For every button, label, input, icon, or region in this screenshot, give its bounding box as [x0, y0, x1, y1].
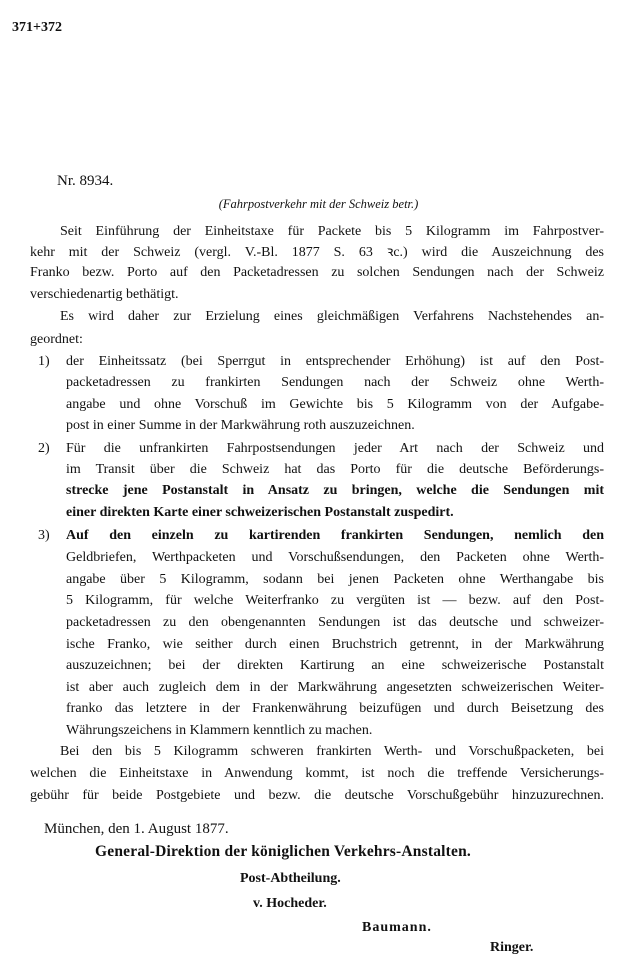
- text-line: franko das letztere in der Frankenwährung beizufügen und durch Beisetzung des: [66, 701, 604, 716]
- item-number: 3): [38, 528, 50, 543]
- text-line: welchen die Einheitstaxe in Anwendung kommt, ist noch die treffende Versicherungs-: [30, 766, 604, 781]
- page-number: 371+372: [12, 20, 62, 35]
- item-number: 2): [38, 441, 50, 456]
- text-line: geordnet:: [30, 332, 83, 347]
- text-line: packetadressen zu den obengenannten Sendungen ist das deutsche und schweizer-: [66, 615, 604, 630]
- text-line: ist aber auch zugleich dem in der Markwährung angesetzten schweizerischen Weiter-: [66, 680, 604, 695]
- signatory: Ringer.: [490, 940, 534, 955]
- text-line: strecke jene Postanstalt in Ansatz zu bringen, welche die Sendungen mit: [66, 483, 604, 498]
- text-line: kehr mit der Schweiz (vergl. V.-Bl. 1877 S. 63 ꝛc.) wird die Auszeichnung des: [30, 245, 604, 260]
- text-line: Bei den bis 5 Kilogramm schweren frankirten Werth- und Vorschußpacketen, bei: [60, 744, 604, 759]
- text-line: 5 Kilogramm, für welche Weiterfranko zu vergüten ist — bezw. auf den Post-: [66, 593, 604, 608]
- text-line: Währungszeichens in Klammern kenntlich zu machen.: [66, 723, 373, 738]
- text-line: post in einer Summe in der Markwährung roth auszuzeichnen.: [66, 418, 415, 433]
- text-line: Es wird daher zur Erzielung eines gleichmäßigen Verfahrens Nachstehendes an-: [60, 309, 604, 324]
- text-line: im Transit über die Schweiz hat das Porto für die deutsche Beförderungs-: [66, 462, 604, 477]
- signatory: Baumann.: [362, 920, 432, 935]
- text-line: Auf den einzeln zu kartirenden frankirten Sendungen, nemlich den: [66, 528, 604, 543]
- text-line: auszuzeichnen; bei der direkten Kartirung an eine schweizerische Postanstalt: [66, 658, 604, 673]
- signatory: v. Hocheder.: [253, 896, 327, 911]
- document-number: Nr. 8934.: [57, 173, 114, 189]
- text-line: Seit Einführung der Einheitstaxe für Packete bis 5 Kilogramm im Fahrpostver-: [60, 224, 604, 239]
- item-number: 1): [38, 354, 50, 369]
- text-line: gebühr für beide Postgebiete und bezw. die deutsche Vorschußgebühr hinzuzurechnen.: [30, 788, 604, 803]
- text-line: Für die unfrankirten Fahrpostsendungen jeder Art nach der Schweiz und: [66, 441, 604, 456]
- text-line: angabe über 5 Kilogramm, sodann bei jenen Packeten ohne Werthangabe bis: [66, 572, 604, 587]
- text-line: ische Franko, wie seither durch einen Bruchstrich getrennt, in der Markwährung: [66, 637, 604, 652]
- text-line: einer direkten Karte einer schweizerischen Postanstalt zuspedirt.: [66, 505, 454, 520]
- place-date: München, den 1. August 1877.: [44, 821, 229, 837]
- department: Post-Abtheilung.: [240, 871, 341, 886]
- text-line: packetadressen zu frankirten Sendungen nach der Schweiz ohne Werth-: [66, 375, 604, 390]
- text-line: Geldbriefen, Werthpacketen und Vorschußsendungen, den Packeten ohne Werth-: [66, 550, 604, 565]
- document-subtitle: (Fahrpostverkehr mit der Schweiz betr.): [218, 197, 419, 211]
- text-line: der Einheitssatz (bei Sperrgut in entsprechender Erhöhung) ist auf den Post-: [66, 354, 604, 369]
- issuing-authority: General-Direktion der königlichen Verkehrs-Anstalten.: [95, 843, 472, 860]
- text-line: verschiedenartig bethätigt.: [30, 287, 179, 302]
- text-line: Franko bezw. Porto auf den Packetadressen zu solchen Sendungen nach der Schweiz: [30, 265, 604, 280]
- text-line: angabe und ohne Vorschuß im Gewichte bis 5 Kilogramm von der Aufgabe-: [66, 397, 604, 412]
